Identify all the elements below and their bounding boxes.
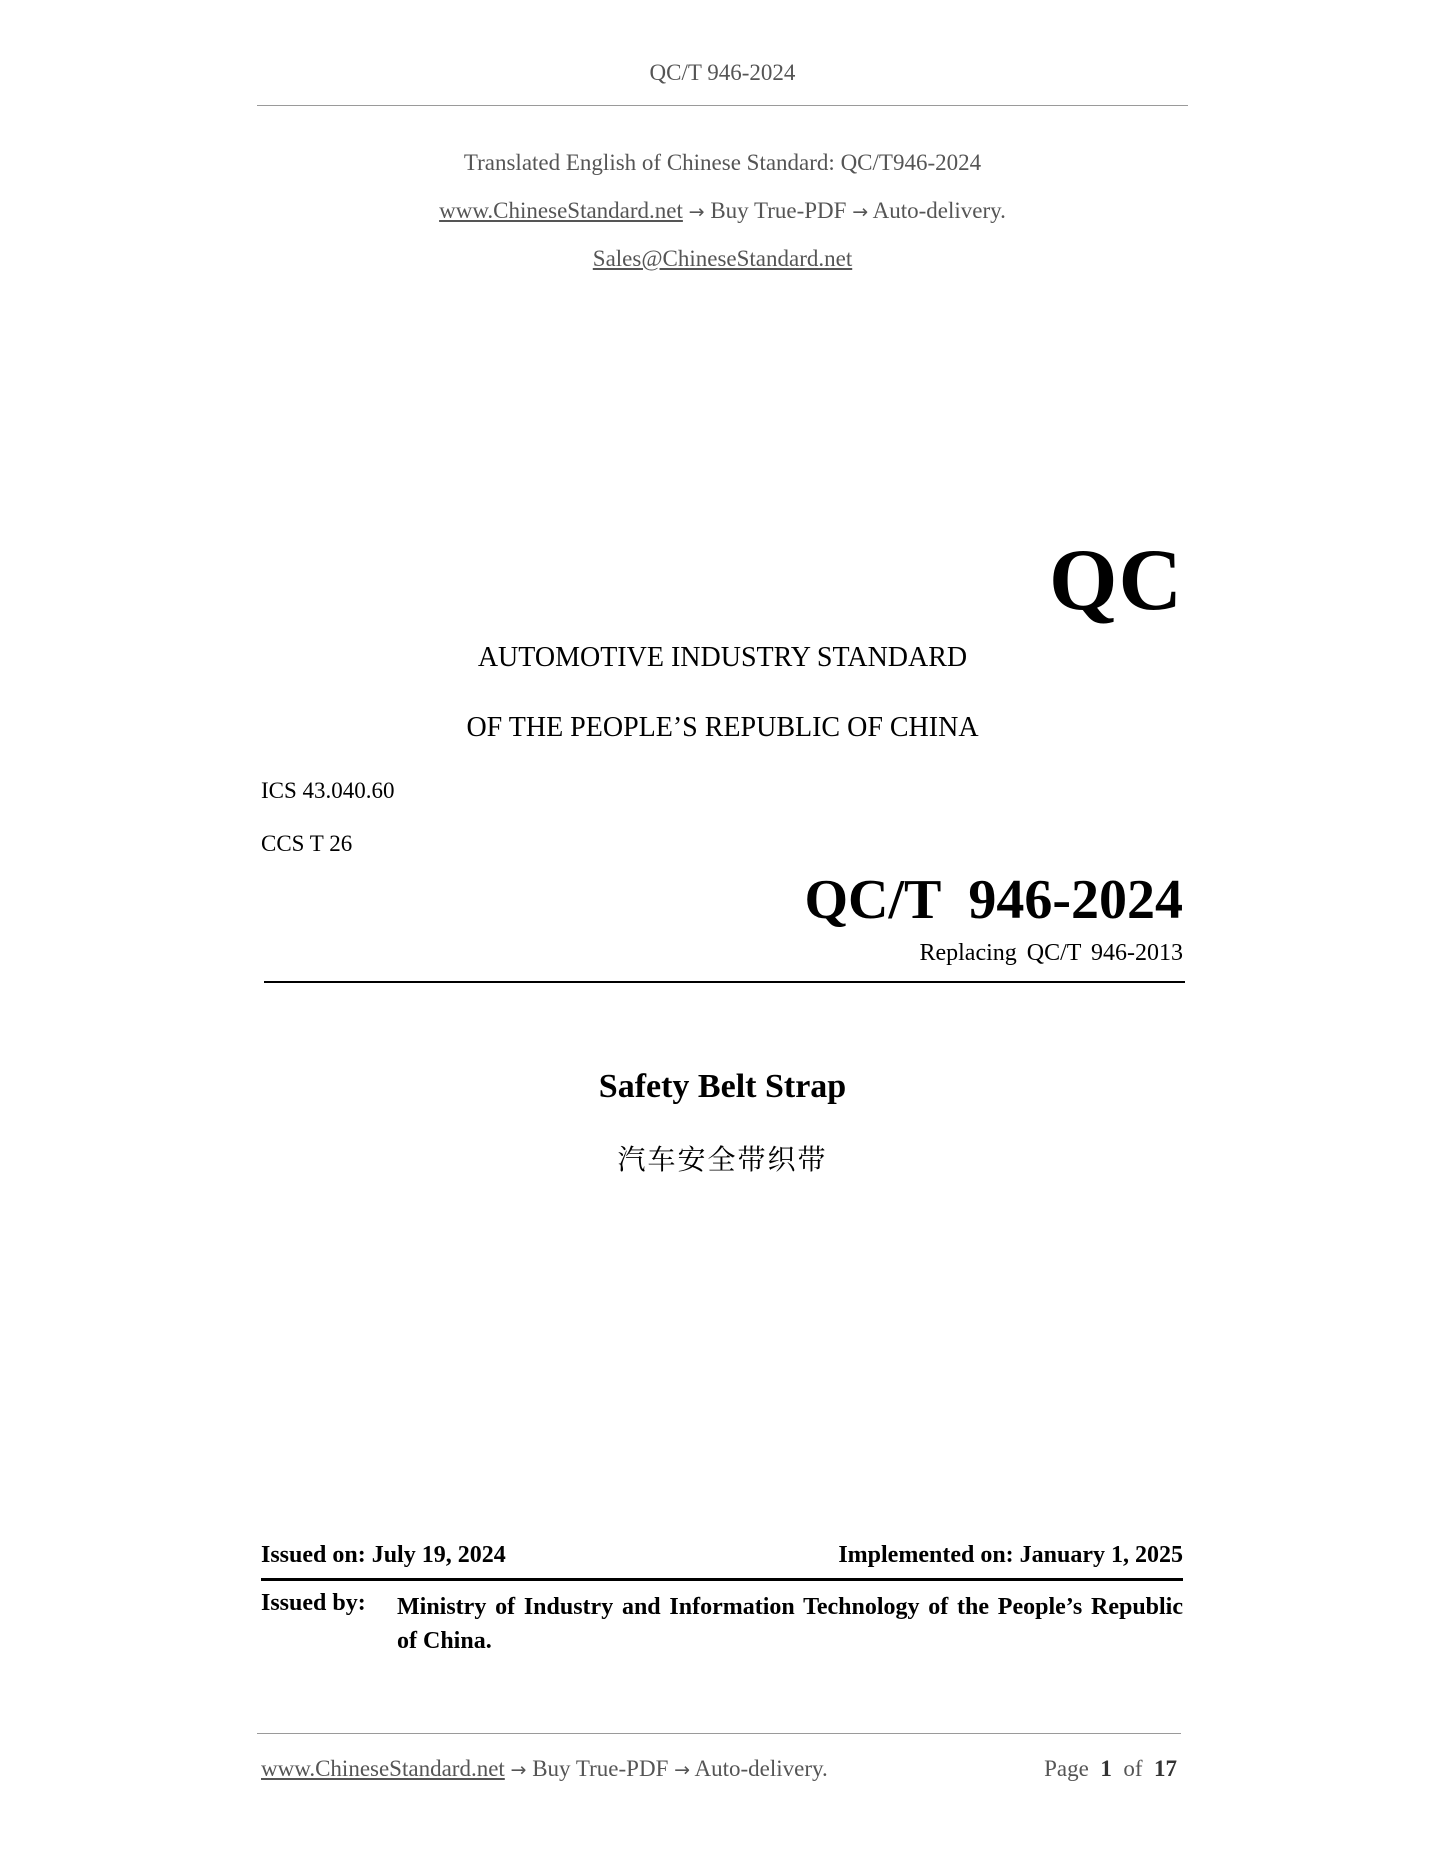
ccs-code: CCS T 26 xyxy=(261,831,353,856)
buy-true-pdf-text: Buy True-PDF xyxy=(710,198,847,223)
sales-email-link[interactable]: Sales@ChineseStandard.net xyxy=(592,246,853,271)
ics-code: ICS 43.040.60 xyxy=(261,778,395,803)
standard-number: QC/T 946-2024 xyxy=(804,869,1183,931)
issued-by-authority: Ministry of Industry and Information Technology of the People’s Republic of China. xyxy=(397,1594,1183,1654)
arrow-right-icon: → xyxy=(510,1759,527,1781)
issue-divider xyxy=(261,1578,1183,1581)
arrow-right-icon: → xyxy=(852,201,869,223)
auto-delivery-text: Auto-delivery. xyxy=(872,198,1006,223)
implemented-on-date: Implemented on: January 1, 2025 xyxy=(838,1542,1183,1568)
footer-delivery-text: Auto-delivery. xyxy=(694,1756,828,1781)
email-line xyxy=(0,246,1445,272)
issued-by-label: Issued by: xyxy=(261,1590,366,1616)
page-total: 17 xyxy=(1154,1756,1177,1781)
arrow-right-icon: → xyxy=(674,1759,691,1781)
promo-line xyxy=(0,198,1445,224)
standard-title-line2: OF THE PEOPLE’S REPUBLIC OF CHINA xyxy=(466,712,979,743)
issued-on-date: Issued on: July 19, 2024 xyxy=(261,1542,506,1568)
page-label: Page xyxy=(1044,1756,1089,1781)
qc-mark: QC xyxy=(1049,532,1183,629)
footer-divider xyxy=(257,1733,1181,1734)
running-header-code: QC/T 946-2024 xyxy=(649,60,796,85)
page-of: of xyxy=(1123,1756,1143,1781)
site-link[interactable]: www.ChineseStandard.net xyxy=(439,198,683,223)
replacing-note: Replacing QC/T 946-2013 xyxy=(919,940,1183,966)
footer-promo xyxy=(261,1756,828,1782)
footer-buy-text: Buy True-PDF xyxy=(532,1756,669,1781)
translation-note: Translated English of Chinese Standard: QC/T946-2024 xyxy=(463,150,982,175)
page-current: 1 xyxy=(1100,1756,1112,1781)
arrow-right-icon: → xyxy=(688,201,705,223)
footer-site-link[interactable]: www.ChineseStandard.net xyxy=(261,1756,505,1781)
standard-title-line1: AUTOMOTIVE INDUSTRY STANDARD xyxy=(477,642,968,673)
document-title: Safety Belt Strap xyxy=(598,1068,847,1105)
document-title-chinese: 汽车安全带织带 xyxy=(617,1143,828,1176)
page-indicator xyxy=(1044,1756,1177,1782)
title-divider xyxy=(264,981,1185,983)
header-divider xyxy=(257,105,1188,106)
